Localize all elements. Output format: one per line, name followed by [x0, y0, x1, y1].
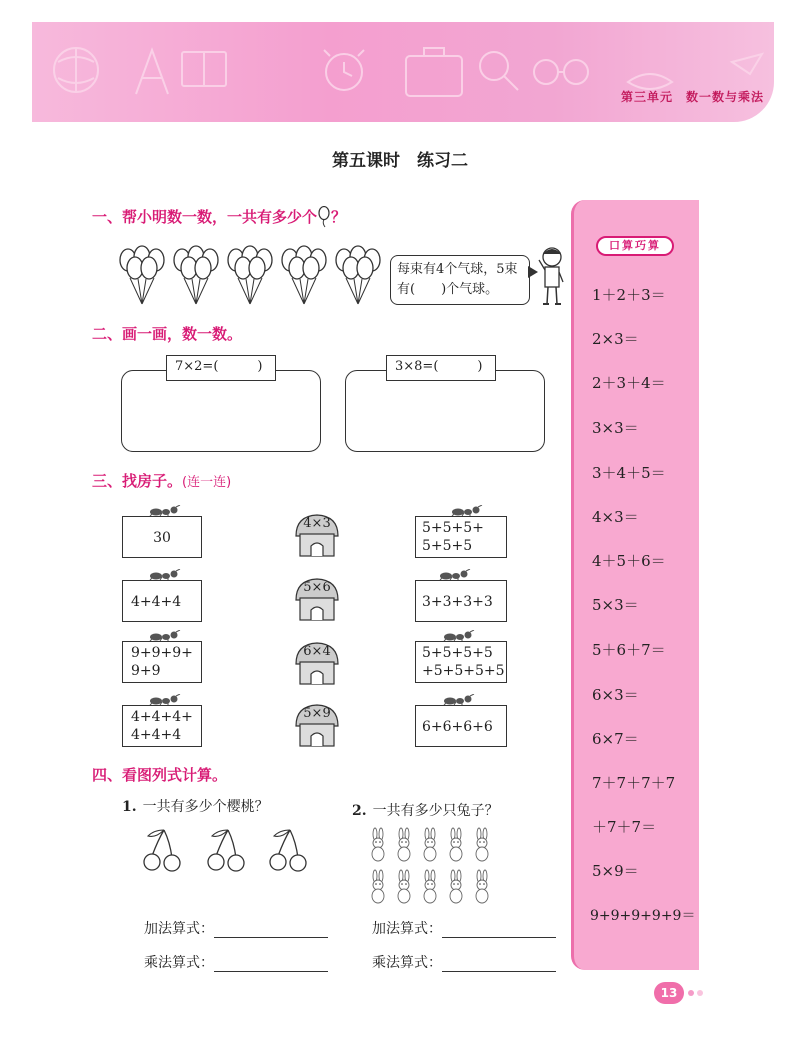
right-card-4-text: 6+6+6+6 [422, 719, 493, 735]
right-card-3-line1: 5+5+5+5 [422, 645, 493, 661]
sidebar-badge: 口算巧算 [596, 236, 674, 256]
question-2-text: 一共有多少只兔子？ [372, 803, 499, 819]
balloon-bunch-icon [172, 244, 220, 306]
section3-title-text: 三、找房子。 [92, 472, 183, 490]
cherry-icon [266, 826, 312, 872]
draw-area-2[interactable] [345, 370, 545, 452]
left-card-3-line1: 9+9+9+ [131, 645, 193, 661]
magnifier-icon [480, 52, 508, 80]
draw-label-1: 7×2=( ) [166, 355, 276, 381]
oral-item: 6×7＝ [592, 730, 639, 748]
page-dot [697, 990, 703, 996]
q1-mul-label: 乘法算式： [144, 955, 214, 971]
q1-add-formula [144, 918, 328, 938]
grad-cap-icon [732, 54, 762, 74]
section2-title: 二、画一画，数一数。 [92, 325, 243, 343]
section1-title [92, 206, 346, 228]
compass-icon [136, 50, 168, 94]
oral-item: 7＋7＋7＋7 [592, 774, 676, 792]
boy-icon [537, 246, 567, 308]
left-card-3-line2: 9+9 [131, 663, 161, 679]
balloon-bunch-icon [334, 244, 382, 306]
rabbits-grid [368, 826, 504, 908]
house-2-label: 5×6 [303, 580, 331, 595]
question-2 [352, 800, 499, 820]
house-4-label: 5×9 [303, 706, 331, 721]
house-1-label: 4×3 [303, 516, 331, 531]
oral-item: 5×9＝ [592, 862, 639, 880]
balloon-bunch-icon [280, 244, 328, 306]
oral-item: 9+9+9+9+9＝ [590, 908, 696, 924]
speech-bubble [390, 255, 530, 305]
left-card-4-line1: 4+4+4+ [131, 709, 193, 725]
briefcase-icon [406, 56, 462, 96]
draw-label-2: 3×8=( ) [386, 355, 496, 381]
house-1[interactable] [292, 512, 342, 558]
cherry-icon [204, 826, 250, 872]
oral-item: 6×3＝ [592, 686, 639, 704]
q2-mul-label: 乘法算式： [372, 955, 442, 971]
speech-line1: 每束有4个气球，5束 [397, 262, 518, 277]
cherry-icon [140, 826, 186, 872]
house-3-label: 6×4 [303, 644, 331, 659]
open-book-icon [628, 74, 672, 89]
right-card-3-line2: +5+5+5+5 [422, 663, 505, 679]
glasses-icon [534, 60, 558, 84]
right-card-1-line2: 5+5+5 [422, 538, 473, 554]
left-card-2[interactable] [122, 580, 202, 622]
oral-item: 5×3＝ [592, 596, 639, 614]
draw-area-1[interactable] [121, 370, 321, 452]
house-2[interactable] [292, 576, 342, 622]
right-card-2-text: 3+3+3+3 [422, 594, 493, 610]
q1-mul-formula [144, 952, 328, 972]
section3-note: (连一连) [182, 475, 232, 490]
lesson-title: 第五课时 练习二 [332, 151, 468, 171]
left-card-2-text: 4+4+4 [131, 594, 182, 610]
house-4[interactable] [292, 702, 342, 748]
q1-add-label: 加法算式： [144, 921, 214, 937]
balloon-bunch-icon [118, 244, 166, 306]
page-header [32, 22, 774, 122]
right-card-3[interactable] [415, 641, 507, 683]
left-card-4-line2: 4+4+4 [131, 727, 182, 743]
page-dot [688, 990, 694, 996]
oral-item: 2×3＝ [592, 330, 639, 348]
left-card-3[interactable] [122, 641, 202, 683]
oral-item: 1＋2＋3＝ [592, 286, 666, 304]
header-decoration [32, 22, 774, 122]
page-number: 13 [654, 982, 684, 1004]
q2-add-label: 加法算式： [372, 921, 442, 937]
speech-line2: 有( )个气球。 [397, 282, 499, 297]
unit-label: 第三单元 数一数与乘法 [620, 90, 764, 104]
left-card-1-text: 30 [153, 530, 171, 546]
left-card-1[interactable] [122, 516, 202, 558]
question-1-text: 一共有多少个樱桃？ [142, 799, 269, 815]
q2-add-formula [372, 918, 556, 938]
oral-item: ＋7＋7＝ [592, 818, 657, 836]
question-1-num: 1. [122, 799, 137, 815]
question-1 [122, 796, 269, 816]
oral-item: 4×3＝ [592, 508, 639, 526]
section4-title: 四、看图列式计算。 [92, 766, 228, 784]
balloon-bunch-icon [226, 244, 274, 306]
oral-calc-sidebar [571, 200, 699, 970]
q1-add-answer-line[interactable] [214, 922, 328, 938]
section1-title-end: ？ [331, 208, 347, 226]
left-card-4[interactable] [122, 705, 202, 747]
section1-title-text: 一、帮小明数一数，一共有多少个 [92, 208, 318, 226]
q2-mul-formula [372, 952, 556, 972]
q1-mul-answer-line[interactable] [214, 956, 328, 972]
oral-item: 3×3＝ [592, 419, 639, 437]
house-3[interactable] [292, 640, 342, 686]
question-2-num: 2. [352, 803, 367, 819]
balloon-icon [317, 206, 331, 228]
right-card-2[interactable] [415, 580, 507, 622]
right-card-4[interactable] [415, 705, 507, 747]
q2-add-answer-line[interactable] [442, 922, 556, 938]
oral-item: 3＋4＋5＝ [592, 464, 666, 482]
oral-item: 2＋3＋4＝ [592, 374, 666, 392]
section3-title [92, 470, 231, 491]
right-card-1[interactable] [415, 516, 507, 558]
q2-mul-answer-line[interactable] [442, 956, 556, 972]
oral-item: 5＋6＋7＝ [592, 641, 666, 659]
right-card-1-line1: 5+5+5+ [422, 520, 484, 536]
oral-item: 4＋5＋6＝ [592, 552, 666, 570]
